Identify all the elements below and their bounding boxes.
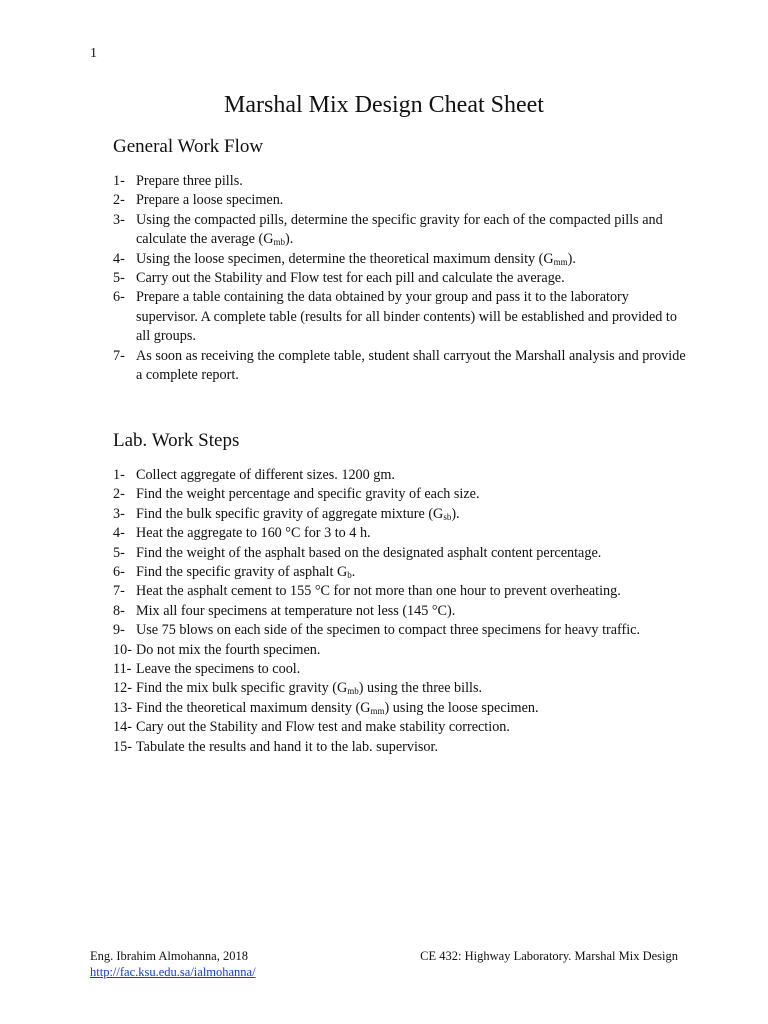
footer-left — [90, 948, 256, 980]
list-item-number: 2- — [113, 486, 125, 503]
text-segment: Find the mix bulk specific gravity (G — [136, 680, 348, 697]
list-item — [113, 660, 688, 679]
text-segment: Heat the asphalt cement to 155 °C for not more than one hour to prevent overheating. — [136, 583, 621, 600]
text-segment: ). — [451, 505, 460, 522]
list-item — [113, 602, 688, 621]
list-item-text — [136, 466, 688, 485]
list-item-number: 4- — [113, 525, 125, 542]
list-item-number: 12- — [113, 680, 132, 697]
list-item — [113, 738, 688, 757]
list-item — [113, 582, 688, 601]
subscript: mb — [347, 686, 359, 697]
list-item-number: 9- — [113, 622, 125, 639]
list-item — [113, 347, 688, 386]
text-segment: Cary out the Stability and Flow test and make stability correction. — [136, 719, 510, 736]
text-segment: Find the weight percentage and specific gravity of each size. — [136, 486, 480, 503]
list-item-text — [136, 582, 688, 601]
subscript: b — [347, 570, 352, 581]
list-item-number: 8- — [113, 602, 125, 619]
list-item-number: 10- — [113, 641, 132, 658]
list-item-text — [136, 718, 688, 737]
list-item — [113, 699, 688, 718]
list-item — [113, 544, 688, 563]
list-item-number: 2- — [113, 192, 125, 209]
list-item-text — [136, 660, 688, 679]
text-segment: Prepare three pills. — [136, 173, 243, 189]
list-item-number: 5- — [113, 544, 125, 561]
list-item — [113, 641, 688, 660]
text-segment: ) using the loose specimen. — [384, 699, 539, 716]
subscript: mb — [273, 237, 285, 248]
list-item-text — [136, 172, 688, 191]
list-item-text — [136, 563, 688, 582]
list-item-number: 7- — [113, 583, 125, 600]
list-item-text — [136, 250, 688, 269]
list-item-number: 5- — [113, 270, 125, 287]
footer-course: CE 432: Highway Laboratory. Marshal Mix Design — [420, 949, 678, 963]
text-segment: Mix all four specimens at temperature not less (145 °C). — [136, 602, 456, 619]
list-item — [113, 524, 688, 543]
list-item-number: 15- — [113, 738, 132, 755]
list-item-number: 6- — [113, 289, 125, 306]
list-item-number: 7- — [113, 347, 125, 364]
list-item-number: 4- — [113, 250, 125, 267]
list-item — [113, 485, 688, 504]
page-number: 1 — [90, 46, 97, 61]
list-item-number: 11- — [113, 661, 132, 678]
list-item-text — [136, 544, 688, 563]
list-item-number: 6- — [113, 564, 125, 581]
subscript: mm — [553, 256, 568, 267]
list-item-text — [136, 602, 688, 621]
list-item — [113, 250, 688, 269]
text-segment: Find the specific gravity of asphalt G — [136, 564, 348, 581]
list-item — [113, 288, 688, 346]
text-segment: Heat the aggregate to 160 °C for 3 to 4 h. — [136, 525, 371, 542]
text-segment: Prepare a loose specimen. — [136, 192, 284, 209]
list-item — [113, 718, 688, 737]
text-segment: Find the bulk specific gravity of aggregate mixture (G — [136, 505, 444, 522]
list-item-text — [136, 621, 688, 640]
list-item-text — [136, 485, 688, 504]
list-item-number: 13- — [113, 699, 132, 716]
list-item-text — [136, 738, 688, 757]
list-item-number: 14- — [113, 719, 132, 736]
list-item-text — [136, 699, 688, 718]
list-item — [113, 191, 688, 210]
list-item — [113, 269, 688, 288]
text-segment: Collect aggregate of different sizes. 1200 gm. — [136, 467, 395, 483]
section-heading-lab: Lab. Work Steps — [113, 430, 240, 451]
text-segment: Tabulate the results and hand it to the lab. supervisor. — [136, 738, 438, 755]
text-segment: Do not mix the fourth specimen. — [136, 641, 321, 658]
footer-link[interactable]: http://fac.ksu.edu.sa/ialmohanna/ — [90, 965, 256, 979]
list-item — [113, 621, 688, 640]
list-item-text — [136, 641, 688, 660]
section-heading-general: General Work Flow — [113, 136, 264, 157]
list-item-text — [136, 191, 688, 210]
text-segment: ). — [567, 250, 576, 267]
subscript: sb — [443, 511, 452, 522]
text-segment: ). — [284, 231, 294, 248]
lab-work-steps-list — [113, 466, 688, 757]
list-item — [113, 211, 688, 250]
list-item-number: 3- — [113, 211, 125, 228]
subscript: mm — [370, 705, 385, 716]
text-segment: Prepare a table containing the data obtained by your group and pass it to the laboratory supervisor. A complete table (results for all binder contents) will be established and provided to all groups. — [136, 289, 677, 345]
footer-author: Eng. Ibrahim Almohanna, 2018 — [90, 949, 248, 963]
list-item — [113, 563, 688, 582]
text-segment: Using the loose specimen, determine the theoretical maximum density (G — [136, 250, 554, 267]
page-title: Marshal Mix Design Cheat Sheet — [224, 92, 544, 118]
list-item — [113, 466, 688, 485]
text-segment: Use 75 blows on each side of the specimen to compact three specimens for heavy traffic. — [136, 622, 641, 639]
text-segment: Leave the specimens to cool. — [136, 661, 301, 678]
list-item — [113, 172, 688, 191]
list-item-number: 1- — [113, 173, 125, 189]
list-item-text — [136, 288, 688, 346]
text-segment: Find the theoretical maximum density (G — [136, 699, 371, 716]
text-segment: Find the weight of the asphalt based on the designated asphalt content percentage. — [136, 544, 602, 561]
list-item — [113, 505, 688, 524]
list-item — [113, 679, 688, 698]
list-item-text — [136, 505, 688, 524]
text-segment: . — [351, 564, 356, 581]
general-work-flow-list — [113, 172, 688, 385]
list-item-text — [136, 347, 688, 386]
text-segment: Carry out the Stability and Flow test for each pill and calculate the average. — [136, 270, 565, 287]
list-item-text — [136, 269, 688, 288]
text-segment: As soon as receiving the complete table, student shall carryout the Marshall analysis and provide a complete report. — [136, 347, 686, 384]
text-segment: ) using the three bills. — [358, 680, 483, 697]
list-item-text — [136, 524, 688, 543]
list-item-text — [136, 211, 688, 250]
list-item-text — [136, 679, 688, 698]
list-item-number: 3- — [113, 505, 125, 522]
text-segment: Using the compacted pills, determine the specific gravity for each of the compacted pills and calculate the average (G — [136, 211, 663, 248]
list-item-number: 1- — [113, 467, 125, 483]
